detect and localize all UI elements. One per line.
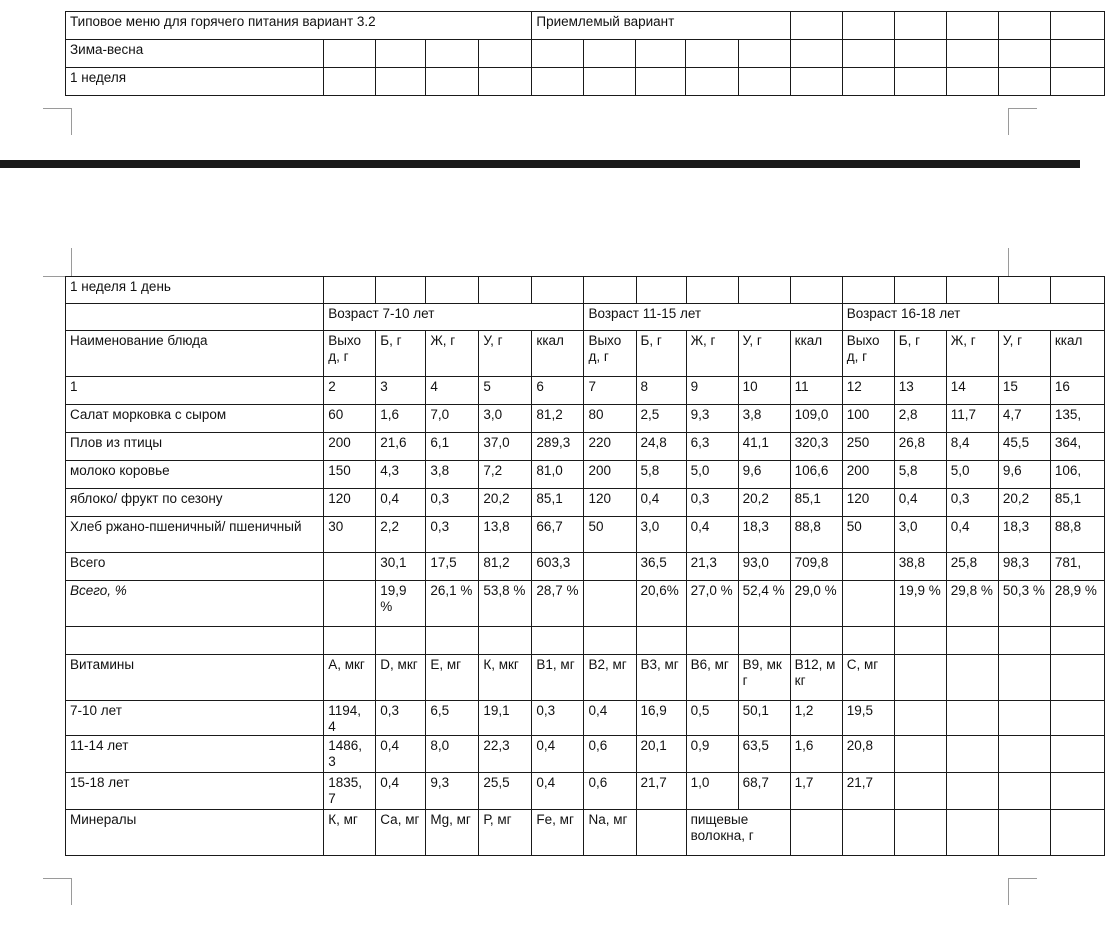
total-percent-label: Всего, % [66, 581, 324, 627]
dish-value: 200 [584, 461, 636, 489]
dish-value: 7,0 [426, 405, 479, 433]
dish-row [66, 517, 1105, 553]
empty-cell [946, 655, 998, 701]
day-title-row [66, 277, 1105, 304]
vitamins-label: Витамины [66, 655, 324, 701]
total-value [324, 553, 376, 581]
column-header: ккал [1050, 331, 1104, 377]
dish-value: 0,4 [376, 489, 426, 517]
total-percent-value: 26,1 % [426, 581, 479, 627]
dish-value: 26,8 [894, 433, 946, 461]
dish-name: молоко коровье [66, 461, 324, 489]
empty-cell [1050, 773, 1104, 810]
total-percent-value: 19,9 % [376, 581, 426, 627]
dish-value: 3,0 [636, 517, 686, 553]
vitamin-value: 20,1 [636, 736, 686, 773]
empty-cell [946, 773, 998, 810]
total-percent-value: 52,4 % [738, 581, 790, 627]
spacer-row [66, 627, 1105, 655]
vitamin-value: 1,2 [790, 701, 842, 736]
total-percent-value: 28,9 % [1050, 581, 1104, 627]
vitamin-value: 9,3 [426, 773, 479, 810]
total-value: 93,0 [738, 553, 790, 581]
vitamin-value: 1,6 [790, 736, 842, 773]
dish-value: 37,0 [479, 433, 532, 461]
dish-value: 0,3 [686, 489, 738, 517]
total-value [584, 553, 636, 581]
vitamin-value: 22,3 [479, 736, 532, 773]
dish-value: 20,2 [479, 489, 532, 517]
dish-value: 41,1 [738, 433, 790, 461]
dish-value: 5,8 [636, 461, 686, 489]
column-number: 15 [998, 377, 1050, 405]
age-groups-row [66, 304, 1105, 331]
dish-value: 4,3 [376, 461, 426, 489]
mineral-header: Р, мг [479, 810, 532, 856]
variant-label: Приемлемый вариант [532, 12, 790, 40]
dish-value: 18,3 [738, 517, 790, 553]
dish-value: 0,4 [686, 517, 738, 553]
page-corner-mark [1008, 248, 1009, 276]
empty-cell [1050, 736, 1104, 773]
total-percent-value [842, 581, 894, 627]
mineral-header: пищевые волокна, г [686, 810, 790, 856]
dish-value: 200 [842, 461, 894, 489]
column-number: 6 [532, 377, 584, 405]
dish-value: 106, [1050, 461, 1104, 489]
page-divider [0, 160, 1080, 168]
column-header: Выход, г [842, 331, 894, 377]
name-column-header: Наименование блюда [66, 331, 324, 377]
total-value: 25,8 [946, 553, 998, 581]
vitamin-value: 19,1 [479, 701, 532, 736]
total-percent-value: 50,3 % [998, 581, 1050, 627]
vitamin-value: 63,5 [738, 736, 790, 773]
dish-value: 0,4 [946, 517, 998, 553]
vitamin-value: 68,7 [738, 773, 790, 810]
dish-value: 0,3 [946, 489, 998, 517]
week-row [66, 68, 1105, 96]
vitamin-value: 50,1 [738, 701, 790, 736]
mineral-header: К, мг [324, 810, 376, 856]
dish-value: 81,2 [532, 405, 584, 433]
empty-cell [894, 736, 946, 773]
vitamin-value: 0,3 [532, 701, 584, 736]
total-row [66, 553, 1105, 581]
empty-cell [842, 810, 894, 856]
vitamin-header: В3, мг [636, 655, 686, 701]
page-corner-mark [43, 878, 72, 905]
dish-value: 5,0 [686, 461, 738, 489]
dish-name: Салат морковка с сыром [66, 405, 324, 433]
vitamin-age-label: 11-14 лет [66, 736, 324, 773]
vitamin-row [66, 773, 1105, 810]
column-header: ккал [790, 331, 842, 377]
header-table [65, 11, 1105, 96]
dish-value: 5,0 [946, 461, 998, 489]
total-value: 38,8 [894, 553, 946, 581]
empty-cell [1050, 655, 1104, 701]
dish-value: 24,8 [636, 433, 686, 461]
vitamin-value: 0,4 [376, 736, 426, 773]
dish-value: 3,0 [479, 405, 532, 433]
total-percent-row [66, 581, 1105, 627]
column-header: Ж, г [686, 331, 738, 377]
column-number: 7 [584, 377, 636, 405]
dish-value: 81,0 [532, 461, 584, 489]
vitamin-value: 0,9 [686, 736, 738, 773]
season-label: Зима-весна [66, 40, 324, 68]
vitamin-value: 0,4 [584, 701, 636, 736]
age-group-header: Возраст 7-10 лет [324, 304, 584, 331]
vitamin-header: В2, мг [584, 655, 636, 701]
page-corner-mark [71, 248, 72, 276]
vitamin-rows [66, 701, 1105, 810]
empty-cell [946, 810, 998, 856]
vitamin-value: 20,8 [842, 736, 894, 773]
menu-title: Типовое меню для горячего питания вариант 3.2 [66, 12, 532, 40]
vitamin-header: В12, мкг [790, 655, 842, 701]
vitamin-value: 1835, 7 [324, 773, 376, 810]
vitamin-value: 0,6 [584, 773, 636, 810]
total-value: 21,3 [686, 553, 738, 581]
menu-table [65, 276, 1105, 856]
dish-value: 106,6 [790, 461, 842, 489]
column-header: У, г [738, 331, 790, 377]
total-value: 81,2 [479, 553, 532, 581]
dish-value: 320,3 [790, 433, 842, 461]
dish-value: 2,2 [376, 517, 426, 553]
empty-cell [998, 773, 1050, 810]
column-number: 4 [426, 377, 479, 405]
dish-value: 21,6 [376, 433, 426, 461]
dish-value: 120 [324, 489, 376, 517]
vitamin-value: 21,7 [842, 773, 894, 810]
dish-value: 0,3 [426, 517, 479, 553]
vitamin-value: 1194, 4 [324, 701, 376, 736]
total-value: 30,1 [376, 553, 426, 581]
column-header: Выход, г [324, 331, 376, 377]
dish-value: 3,0 [894, 517, 946, 553]
dish-value: 13,8 [479, 517, 532, 553]
empty-cell [946, 736, 998, 773]
empty-cell [894, 773, 946, 810]
dish-row [66, 433, 1105, 461]
column-number: 1 [66, 377, 324, 405]
minerals-header-row [66, 810, 1105, 856]
empty-cell [946, 701, 998, 736]
dish-value: 20,2 [998, 489, 1050, 517]
dish-value: 200 [324, 433, 376, 461]
column-numbers-row [66, 377, 1105, 405]
dish-row [66, 405, 1105, 433]
dish-value: 2,5 [636, 405, 686, 433]
dish-value: 50 [842, 517, 894, 553]
dish-value: 4,7 [998, 405, 1050, 433]
column-headers-row [66, 331, 1105, 377]
dish-value: 50 [584, 517, 636, 553]
dish-value: 0,4 [894, 489, 946, 517]
dish-value: 9,3 [686, 405, 738, 433]
total-value: 603,3 [532, 553, 584, 581]
dish-value: 45,5 [998, 433, 1050, 461]
dish-value: 11,7 [946, 405, 998, 433]
dish-value: 3,8 [426, 461, 479, 489]
total-value: 709,8 [790, 553, 842, 581]
vitamin-header: В9, мкг [738, 655, 790, 701]
dish-value: 30 [324, 517, 376, 553]
empty-cell [894, 701, 946, 736]
page-corner-mark [1008, 108, 1037, 135]
column-header: У, г [479, 331, 532, 377]
column-header: Б, г [636, 331, 686, 377]
vitamin-value: 21,7 [636, 773, 686, 810]
dish-value: 8,4 [946, 433, 998, 461]
empty-cell [1050, 810, 1104, 856]
dish-name: яблоко/ фрукт по сезону [66, 489, 324, 517]
dish-value: 120 [842, 489, 894, 517]
dish-value: 7,2 [479, 461, 532, 489]
column-number: 5 [479, 377, 532, 405]
dish-value: 9,6 [998, 461, 1050, 489]
week-label: 1 неделя [66, 68, 324, 96]
vitamin-value: 0,4 [532, 773, 584, 810]
empty-cell [998, 655, 1050, 701]
dish-value: 18,3 [998, 517, 1050, 553]
dish-value: 80 [584, 405, 636, 433]
vitamin-value: 0,5 [686, 701, 738, 736]
column-number: 10 [738, 377, 790, 405]
empty-cell [998, 736, 1050, 773]
vitamin-value: 1,0 [686, 773, 738, 810]
vitamin-header: В1, мг [532, 655, 584, 701]
dish-rows [66, 405, 1105, 553]
dish-value: 6,1 [426, 433, 479, 461]
dish-value: 100 [842, 405, 894, 433]
empty-cell [894, 655, 946, 701]
age-group-header: Возраст 11-15 лет [584, 304, 842, 331]
total-value: 17,5 [426, 553, 479, 581]
empty-cell [1050, 701, 1104, 736]
mineral-header: Mg, мг [426, 810, 479, 856]
total-percent-value [584, 581, 636, 627]
vitamin-header: А, мкг [324, 655, 376, 701]
vitamin-age-label: 7-10 лет [66, 701, 324, 736]
dish-value: 3,8 [738, 405, 790, 433]
total-value: 98,3 [998, 553, 1050, 581]
dish-value: 20,2 [738, 489, 790, 517]
dish-value: 120 [584, 489, 636, 517]
mineral-header [636, 810, 686, 856]
column-number: 3 [376, 377, 426, 405]
dish-name: Плов из птицы [66, 433, 324, 461]
dish-value: 60 [324, 405, 376, 433]
column-number: 13 [894, 377, 946, 405]
total-percent-value [324, 581, 376, 627]
total-value [842, 553, 894, 581]
dish-value: 0,4 [636, 489, 686, 517]
age-group-header: Возраст 16-18 лет [842, 304, 1104, 331]
dish-row [66, 489, 1105, 517]
vitamin-header: Е, мг [426, 655, 479, 701]
column-header: Б, г [376, 331, 426, 377]
column-number: 8 [636, 377, 686, 405]
vitamin-value: 0,3 [376, 701, 426, 736]
dish-value: 6,3 [686, 433, 738, 461]
dish-value: 85,1 [790, 489, 842, 517]
dish-value: 109,0 [790, 405, 842, 433]
vitamin-value: 16,9 [636, 701, 686, 736]
season-row [66, 40, 1105, 68]
column-number: 11 [790, 377, 842, 405]
day-title: 1 неделя 1 день [66, 277, 324, 304]
vitamin-row [66, 701, 1105, 736]
column-header: Б, г [894, 331, 946, 377]
dish-value: 66,7 [532, 517, 584, 553]
total-percent-value: 28,7 % [532, 581, 584, 627]
total-percent-value: 53,8 % [479, 581, 532, 627]
dish-row [66, 461, 1105, 489]
dish-value: 88,8 [1050, 517, 1104, 553]
mineral-header: Са, мг [376, 810, 426, 856]
column-header: Ж, г [426, 331, 479, 377]
dish-value: 85,1 [532, 489, 584, 517]
column-number: 2 [324, 377, 376, 405]
total-percent-value: 29,8 % [946, 581, 998, 627]
empty-cell [998, 810, 1050, 856]
page-corner-mark [43, 108, 72, 135]
mineral-header: Na, мг [584, 810, 636, 856]
dish-name: Хлеб ржано-пшеничный/ пшеничный [66, 517, 324, 553]
vitamin-header: К, мкг [479, 655, 532, 701]
total-value: 781, [1050, 553, 1104, 581]
page-corner-mark [1008, 878, 1037, 905]
vitamin-value: 19,5 [842, 701, 894, 736]
total-percent-value: 20,6% [636, 581, 686, 627]
vitamins-header-row [66, 655, 1105, 701]
vitamin-value: 1,7 [790, 773, 842, 810]
dish-value: 250 [842, 433, 894, 461]
total-percent-value: 27,0 % [686, 581, 738, 627]
total-value: 36,5 [636, 553, 686, 581]
dish-value: 0,3 [426, 489, 479, 517]
empty-cell [894, 810, 946, 856]
header-title-row [66, 12, 1105, 40]
vitamin-value: 8,0 [426, 736, 479, 773]
column-number: 12 [842, 377, 894, 405]
column-number: 14 [946, 377, 998, 405]
column-number: 9 [686, 377, 738, 405]
empty-cell [998, 701, 1050, 736]
vitamin-value: 1486, 3 [324, 736, 376, 773]
dish-value: 9,6 [738, 461, 790, 489]
dish-value: 5,8 [894, 461, 946, 489]
column-header: Ж, г [946, 331, 998, 377]
dish-value: 364, [1050, 433, 1104, 461]
vitamin-value: 0,4 [376, 773, 426, 810]
dish-value: 2,8 [894, 405, 946, 433]
dish-value: 85,1 [1050, 489, 1104, 517]
minerals-label: Минералы [66, 810, 324, 856]
dish-value: 88,8 [790, 517, 842, 553]
vitamin-header: В6, мг [686, 655, 738, 701]
dish-value: 150 [324, 461, 376, 489]
dish-value: 289,3 [532, 433, 584, 461]
vitamin-value: 0,6 [584, 736, 636, 773]
mineral-header: Fe, мг [532, 810, 584, 856]
column-header: ккал [532, 331, 584, 377]
dish-value: 135, [1050, 405, 1104, 433]
vitamin-value: 6,5 [426, 701, 479, 736]
dish-value: 220 [584, 433, 636, 461]
total-percent-value: 19,9 % [894, 581, 946, 627]
total-label: Всего [66, 553, 324, 581]
dish-value: 1,6 [376, 405, 426, 433]
vitamin-value: 0,4 [532, 736, 584, 773]
vitamin-row [66, 736, 1105, 773]
column-header: Выход, г [584, 331, 636, 377]
empty-cell [790, 810, 842, 856]
column-header: У, г [998, 331, 1050, 377]
vitamin-header: С, мг [842, 655, 894, 701]
vitamin-value: 25,5 [479, 773, 532, 810]
vitamin-header: D, мкг [376, 655, 426, 701]
vitamin-age-label: 15-18 лет [66, 773, 324, 810]
column-number: 16 [1050, 377, 1104, 405]
total-percent-value: 29,0 % [790, 581, 842, 627]
